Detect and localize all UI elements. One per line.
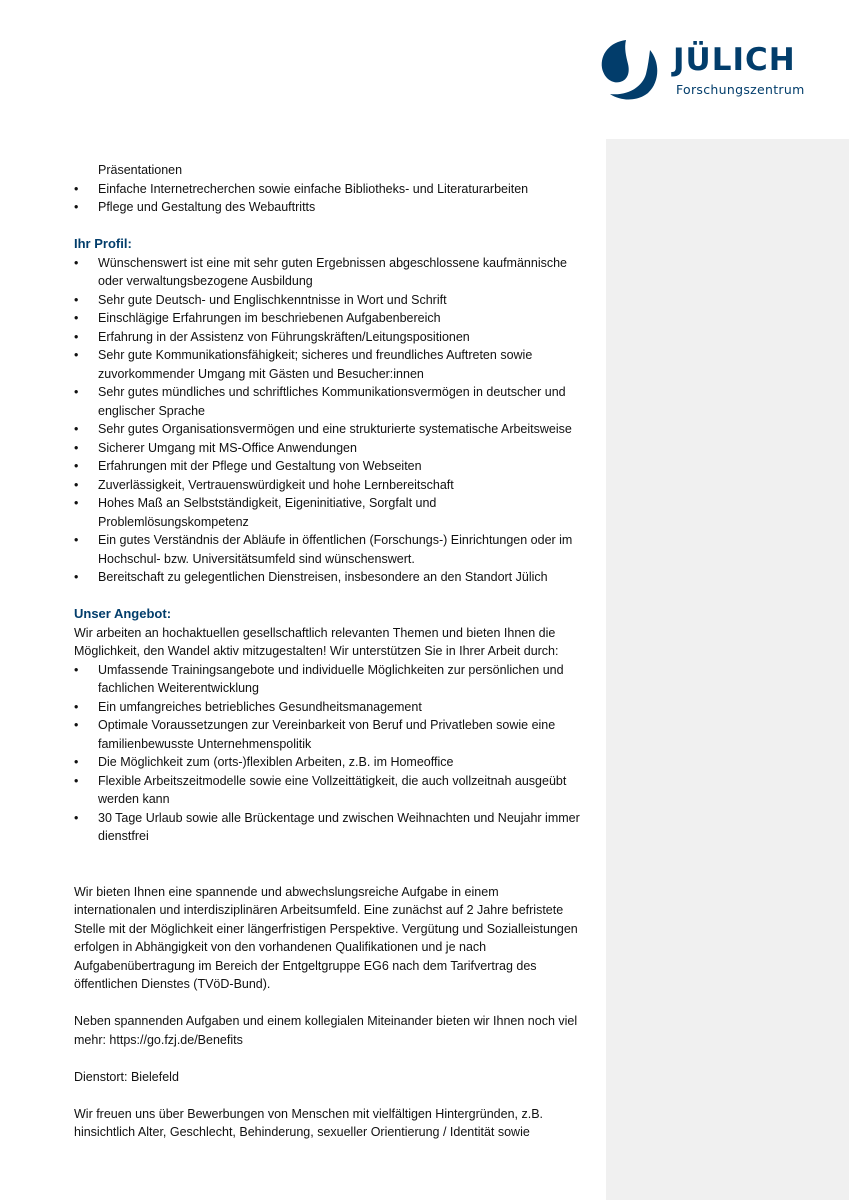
list-item: • Optimale Voraussetzungen zur Vereinbarkeit von Beruf und Privatleben sowie eine familienbewusste Unternehmenspolitik	[74, 716, 584, 753]
list-item: • Wünschenswert ist eine mit sehr guten Ergebnissen abgeschlossene kaufmännische oder verwaltungsbezogene Ausbildung	[74, 254, 584, 291]
profile-list	[74, 254, 584, 587]
logo-name: JÜLICH	[673, 42, 796, 78]
list-item: • Ein gutes Verständnis der Abläufe in öffentlichen (Forschungs-) Einrichtungen oder im Hochschul- bzw. Universitätsumfeld sind wünschenswert.	[74, 531, 584, 568]
logo-subtitle: Forschungszentrum	[676, 82, 805, 97]
diversity-paragraph: Wir freuen uns über Bewerbungen von Menschen mit vielfältigen Hintergründen, z.B. hinsichtlich Alter, Geschlecht, Behinderung, sexueller Orientierung / Identität sowie	[74, 1106, 544, 1139]
juelich-logo-mark-icon	[600, 38, 662, 102]
task-list	[74, 180, 584, 217]
list-item: • Zuverlässigkeit, Vertrauenswürdigkeit und hohe Lernbereitschaft	[74, 476, 584, 495]
list-item: • Einschlägige Erfahrungen im beschriebenen Aufgabenbereich	[74, 309, 584, 328]
offer-intro: Wir arbeiten an hochaktuellen gesellschaftlich relevanten Themen und bieten Ihnen die Möglichkeit, den Wandel aktiv mitzugestalten! Wir unterstützen Sie in Ihrer Arbeit durch:	[74, 625, 559, 658]
list-item: • Umfassende Trainingsangebote und individuelle Möglichkeiten zur persönlichen und fachlichen Weiterentwicklung	[74, 661, 584, 698]
right-sidebar-panel	[606, 139, 849, 1200]
list-item: • Erfahrungen mit der Pflege und Gestaltung von Webseiten	[74, 457, 584, 476]
list-item: • Sehr gute Kommunikationsfähigkeit; sicheres und freundliches Auftreten sowie zuvorkommender Umgang mit Gästen und Besucher:innen	[74, 346, 584, 383]
offer-list	[74, 661, 584, 846]
document-body	[74, 161, 584, 1142]
list-item: • 30 Tage Urlaub sowie alle Brückentage und zwischen Weihnachten und Neujahr immer dienstfrei	[74, 809, 584, 846]
list-item: • Erfahrung in der Assistenz von Führungskräften/Leitungspositionen	[74, 328, 584, 347]
list-item: • Ein umfangreiches betriebliches Gesundheitsmanagement	[74, 698, 584, 717]
offer-heading: Unser Angebot:	[74, 606, 172, 621]
list-item: • Hohes Maß an Selbstständigkeit, Eigeninitiative, Sorgfalt und Problemlösungskompetenz	[74, 494, 584, 531]
list-item: • Sehr gutes Organisationsvermögen und eine strukturierte systematische Arbeitsweise	[74, 420, 584, 439]
list-item: • Sicherer Umgang mit MS-Office Anwendungen	[74, 439, 584, 458]
list-item: • Pflege und Gestaltung des Webauftritts	[74, 198, 584, 217]
list-item: • Bereitschaft zu gelegentlichen Dienstreisen, insbesondere an den Standort Jülich	[74, 568, 584, 587]
profile-heading: Ihr Profil:	[74, 236, 132, 251]
position-paragraph: Wir bieten Ihnen eine spannende und abwechslungsreiche Aufgabe in einem internationalen und interdisziplinären Arbeitsumfeld. Eine zunächst auf 2 Jahre befristete Stelle mit der Möglichkeit einer längerfristigen Perspektive. Vergütung und Sozialleistungen erfolgen in Abhängigkeit von den vorhandenen Qualifikationen und je nach Aufgabenübertragung im Bereich der Entgeltgruppe EG6 nach dem Tarifvertrag des öffentlichen Dienstes (TVöD-Bund).	[74, 884, 578, 991]
list-item: • Sehr gutes mündliches und schriftliches Kommunikationsvermögen in deutscher und englischer Sprache	[74, 383, 584, 420]
list-item: • Einfache Internetrecherchen sowie einfache Bibliotheks- und Literaturarbeiten	[74, 180, 584, 199]
benefits-paragraph: Neben spannenden Aufgaben und einem kollegialen Miteinander bieten wir Ihnen noch viel mehr: https://go.fzj.de/Benefits	[74, 1014, 578, 1047]
list-item: • Flexible Arbeitszeitmodelle sowie eine Vollzeittätigkeit, die auch vollzeitnah ausgeübt werden kann	[74, 772, 584, 809]
juelich-logo	[600, 38, 815, 106]
location-paragraph: Dienstort: Bielefeld	[74, 1069, 179, 1084]
list-item: • Sehr gute Deutsch- und Englischkenntnisse in Wort und Schrift	[74, 291, 584, 310]
list-item: • Die Möglichkeit zum (orts-)flexiblen Arbeiten, z.B. im Homeoffice	[74, 753, 584, 772]
continued-list-line: Präsentationen	[98, 163, 183, 177]
